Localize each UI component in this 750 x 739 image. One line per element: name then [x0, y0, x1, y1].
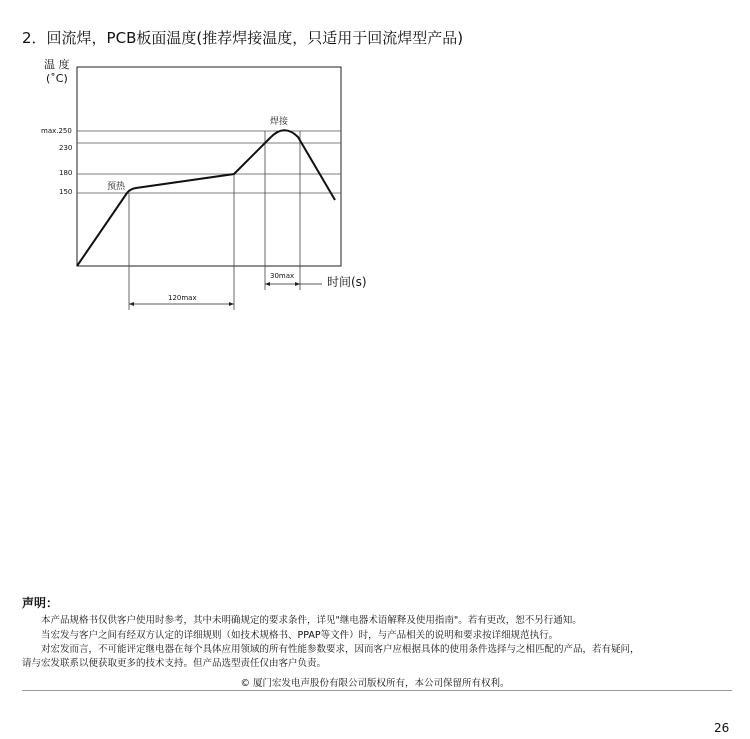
disclaimer-line-1: 本产品规格书仅供客户使用时参考，其中未明确规定的要求条件，详见"继电器术语解释及使用指南"。若有更改，恕不另行通知。: [41, 615, 582, 626]
duration-label-30max: 30max: [270, 272, 295, 280]
section-title: 2．回流焊，PCB板面温度(推荐焊接温度，只适用于回流焊型产品): [22, 29, 464, 47]
plot-frame: [77, 67, 341, 266]
x-axis-label: 时间(s): [327, 275, 367, 289]
zone-label-preheat: 预热: [107, 182, 126, 192]
reflow-profile-chart: [0, 0, 750, 330]
chart-svg: [0, 0, 750, 330]
time-reference-lines: [129, 131, 300, 310]
disclaimer-heading: 声明：: [22, 596, 59, 610]
y-axis-label-temp: 温 度: [44, 58, 70, 71]
y-tick-label-230: 230: [59, 144, 73, 152]
zone-label-soldering: 焊接: [270, 117, 289, 127]
temperature-curve: [77, 130, 335, 266]
disclaimer-line-4: 请与宏发联系以便获取更多的技术支持。但产品选型责任仅由客户负责。: [22, 658, 327, 669]
y-axis-label-unit: (˚C): [46, 72, 68, 85]
dimension-30max: [265, 282, 300, 286]
y-tick-label-250: max.250: [41, 127, 72, 135]
footer-divider: [22, 690, 732, 691]
y-tick-label-150: 150: [59, 188, 73, 196]
duration-label-120max: 120max: [168, 294, 197, 302]
y-tick-label-180: 180: [59, 169, 73, 177]
page-number: 26: [714, 721, 730, 735]
dimension-120max: [129, 302, 234, 306]
copyright-notice: © 厦门宏发电声股份有限公司版权所有，本公司保留所有权利。: [240, 678, 510, 689]
duration-dimension-lines: [129, 282, 322, 306]
disclaimer-line-2: 当宏发与客户之间有经双方认定的详细规则（如技术规格书、PPAP等文件）时，与产品相关的说明和要求按详细规范执行。: [41, 630, 559, 641]
disclaimer-line-3: 对宏发而言，不可能评定继电器在每个具体应用领域的所有性能参数要求，因而客户应根据具体的使用条件选择与之相匹配的产品，若有疑问，: [41, 644, 640, 655]
